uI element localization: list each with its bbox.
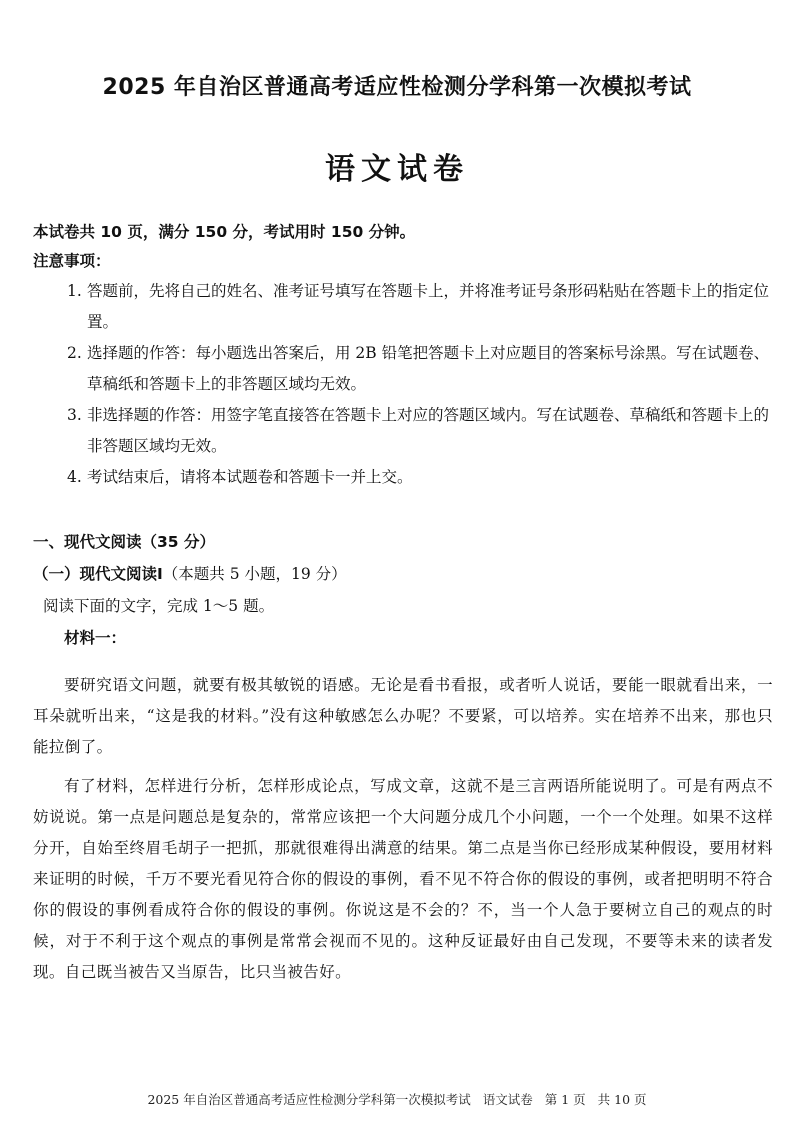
section-modern-reading [33,526,773,654]
notice-number: 1. [67,282,82,300]
subsection-title: （一）现代文阅读Ⅰ [33,565,163,583]
notice-text: 选择题的作答：每小题选出答案后，用 2B 铅笔把答题卡上对应题目的答案标号涂黑。写在试题卷、草稿纸和答题卡上的非答题区域均无效。 [87,344,770,393]
notice-heading: 注意事项： [33,252,111,270]
notice-text: 答题前，先将自己的姓名、准考证号填写在答题卡上，并将准考证号条形码粘贴在答题卡上的指定位置。 [87,282,770,331]
notice-list [33,276,773,493]
notice-item [33,462,773,493]
footer-total-pages: 共 10 页 [597,1092,647,1107]
page-footer [0,1090,794,1108]
passage-paragraph: 有了材料，怎样进行分析，怎样形成论点，写成文章，这就不是三言两语所能说明了。可是有两点不妨说说。第一点是问题总是复杂的，常常应该把一个大问题分成几个小问题，一个一个处理。如果不这样分开，自始至终眉毛胡子一把抓，那就很难得出满意的结果。第二点是当你已经形成某种假设，要用材料来证明的时候，千万不要光看见符合你的假设的事例，看不见不符合你的假设的事例，或者把明明不符合你的假设的事例看成符合你的假设的事例。你说这是不会的？不，当一个人急于要树立自己的观点的时候，对于不利于这个观点的事例是常常会视而不见的。这种反证最好由自己发现，不要等未来的读者发现。自己既当被告又当原告，比只当被告好。 [33,777,773,981]
subsection-detail: （本题共 5 小题，19 分） [162,565,347,583]
notice-text: 考试结束后，请将本试题卷和答题卡一并上交。 [87,468,413,486]
footer-page-number: 第 1 页 [544,1092,586,1107]
material-label: 材料一： [64,629,127,647]
notice-number: 4. [67,468,82,486]
footer-exam-title: 2025 年自治区普通高考适应性检测分学科第一次模拟考试 [147,1092,471,1107]
notice-number: 3. [67,406,82,424]
section-heading: 一、现代文阅读（35 分） [33,533,215,551]
passage-paragraph: 要研究语文问题，就要有极其敏锐的语感。无论是看书看报，或者听人说话，要能一眼就看出来，一耳朵就听出来，“这是我的材料。”没有这种敏感怎么办呢？不要紧，可以培养。实在培养不出来，那也只能拉倒了。 [33,676,773,756]
reading-passage [33,670,773,996]
footer-subject: 语文试卷 [482,1092,533,1107]
notice-number: 2. [67,344,82,362]
notice-item [33,338,773,400]
subject-title: 语文试卷 [325,152,469,187]
exam-instructions [33,218,773,493]
reading-instruction: 阅读下面的文字，完成 1～5 题。 [43,597,275,615]
notice-text: 非选择题的作答：用签字笔直接答在答题卡上对应的答题区域内。写在试题卷、草稿纸和答题卡上的非答题区域均无效。 [87,406,770,455]
exam-title: 2025 年自治区普通高考适应性检测分学科第一次模拟考试 [102,75,692,100]
exam-summary: 本试卷共 10 页，满分 150 分，考试用时 150 分钟。 [33,223,416,241]
subsection-heading [33,558,773,590]
notice-item [33,400,773,462]
notice-item [33,276,773,338]
